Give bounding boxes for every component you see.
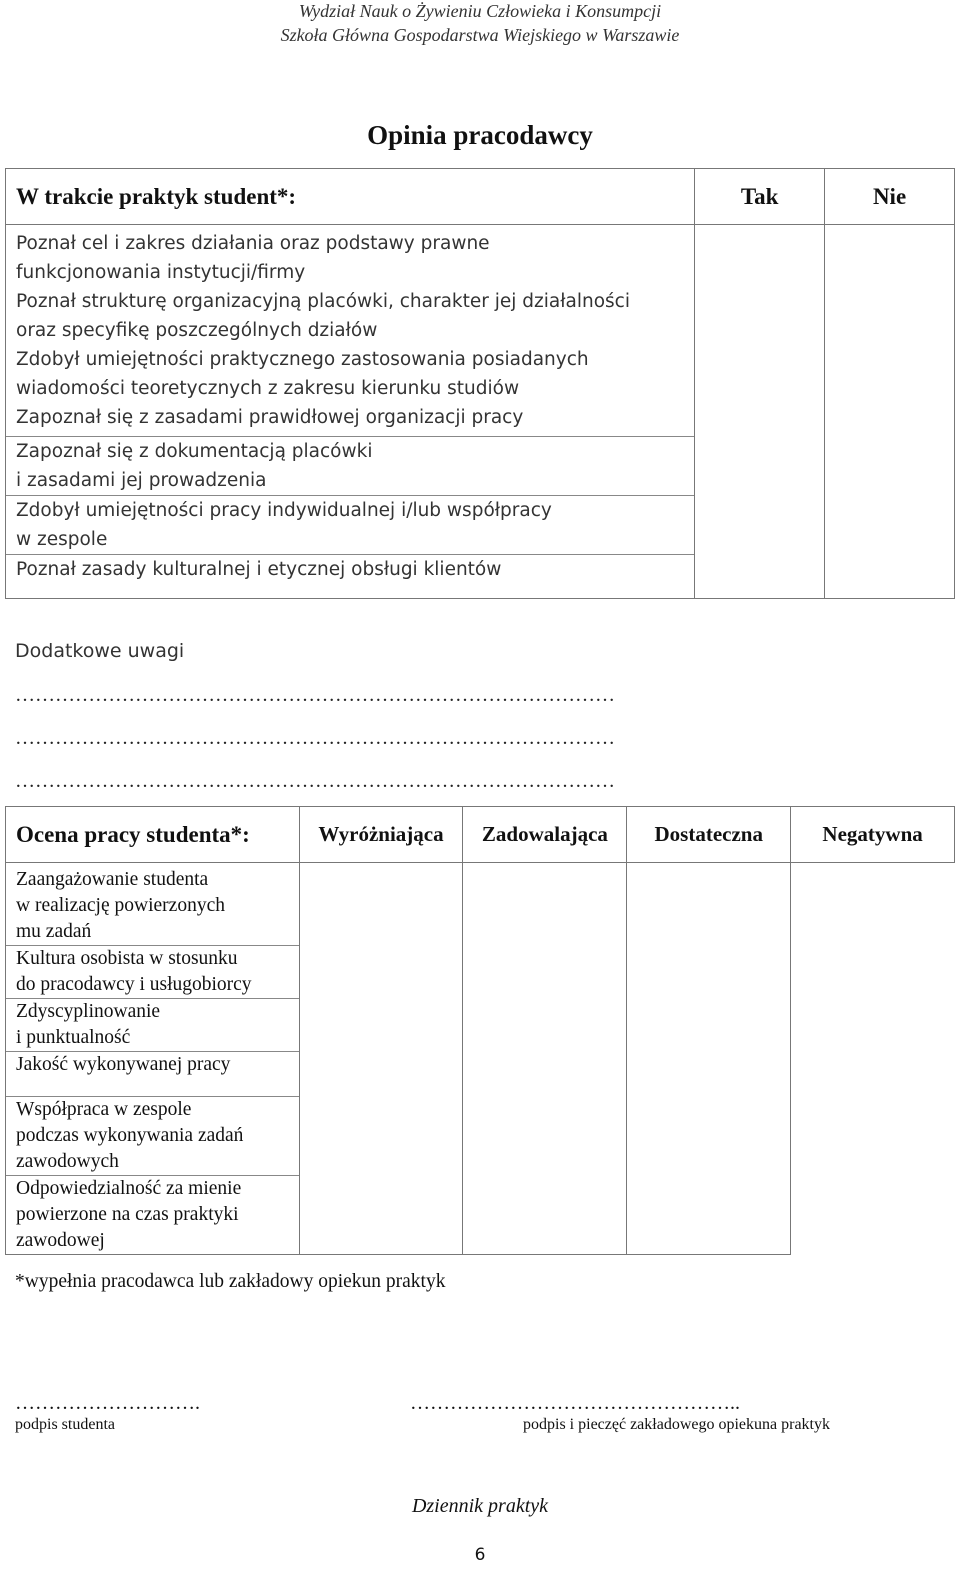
remarks-line[interactable]: ………………………………………………………………………………	[15, 727, 615, 749]
rating-cell-sufficient[interactable]	[627, 863, 791, 1255]
supervisor-signature-label: podpis i pieczęć zakładowego opiekuna praktyk	[523, 1416, 830, 1433]
practice-item: Poznał zasady kulturalnej i etycznej obsługi klientów	[6, 554, 694, 584]
faculty-name: Wydział Nauk o Żywieniu Człowieka i Konsumpcji	[298, 1, 662, 21]
rating-item: Jakość wykonywanej pracy	[6, 1051, 299, 1096]
practice-item: Zdobył umiejętności pracy indywidualnej i/lub współpracy w zespole	[6, 495, 694, 554]
rating-item: Zdyscyplinowanie i punktualność	[6, 998, 299, 1051]
yes-cell[interactable]	[695, 225, 825, 599]
footnote: *wypełnia pracodawca lub zakładowy opiekun praktyk	[15, 1271, 446, 1292]
remarks-line[interactable]: ………………………………………………………………………………	[15, 770, 615, 792]
practice-item: Zapoznał się z zasadami prawidłowej organizacji pracy	[16, 407, 524, 428]
practice-item: Poznał strukturę organizacyjną placówki, charakter jej działalności oraz specyfikę poszczególnych działów	[16, 291, 630, 341]
rating-table-heading: Ocena pracy studenta*:	[6, 807, 300, 863]
col-yes: Tak	[695, 169, 825, 225]
practice-table-heading: W trakcie praktyk student*:	[6, 169, 695, 225]
col-rating-satisfactory: Zadowalająca	[463, 807, 627, 863]
document-name: Dziennik praktyk	[411, 1495, 549, 1517]
rating-item: Zaangażowanie studenta w realizację powierzonych mu zadań	[16, 869, 225, 942]
practice-items	[6, 225, 695, 599]
rating-items	[6, 863, 300, 1255]
supervisor-signature-line[interactable]: …………………………………………..	[410, 1392, 740, 1414]
rating-cell-excellent[interactable]	[299, 863, 463, 1255]
rating-item: Współpraca w zespole podczas wykonywania zadań zawodowych	[6, 1096, 299, 1175]
rating-item: Odpowiedzialność za mienie powierzone na czas praktyki zawodowej	[6, 1175, 299, 1254]
university-name: Szkoła Główna Gospodarstwa Wiejskiego w Warszawie	[280, 25, 680, 45]
page-title: Opinia pracodawcy	[367, 120, 593, 150]
rating-table	[5, 806, 955, 1255]
rating-cell-negative[interactable]	[791, 863, 955, 1255]
practice-table	[5, 168, 955, 599]
col-rating-excellent: Wyróżniająca	[299, 807, 463, 863]
practice-item: Zdobył umiejętności praktycznego zastosowania posiadanych wiadomości teoretycznych z zakresu kierunku studiów	[16, 349, 589, 399]
practice-item: Poznał cel i zakres działania oraz podstawy prawne funkcjonowania instytucji/firmy	[16, 233, 490, 283]
page-number: 6	[474, 1545, 486, 1565]
col-rating-negative: Negatywna	[791, 807, 955, 863]
rating-item: Kultura osobista w stosunku do pracodawcy i usługobiorcy	[6, 945, 299, 998]
student-signature-line[interactable]: ……………………….	[15, 1392, 200, 1414]
col-rating-sufficient: Dostateczna	[627, 807, 791, 863]
remarks-line[interactable]: ………………………………………………………………………………	[15, 684, 615, 706]
student-signature-label: podpis studenta	[15, 1416, 115, 1433]
rating-cell-satisfactory[interactable]	[463, 863, 627, 1255]
no-cell[interactable]	[825, 225, 955, 599]
remarks-label: Dodatkowe uwagi	[15, 640, 185, 662]
col-no: Nie	[825, 169, 955, 225]
practice-item: Zapoznał się z dokumentacją placówki i zasadami jej prowadzenia	[6, 436, 694, 495]
